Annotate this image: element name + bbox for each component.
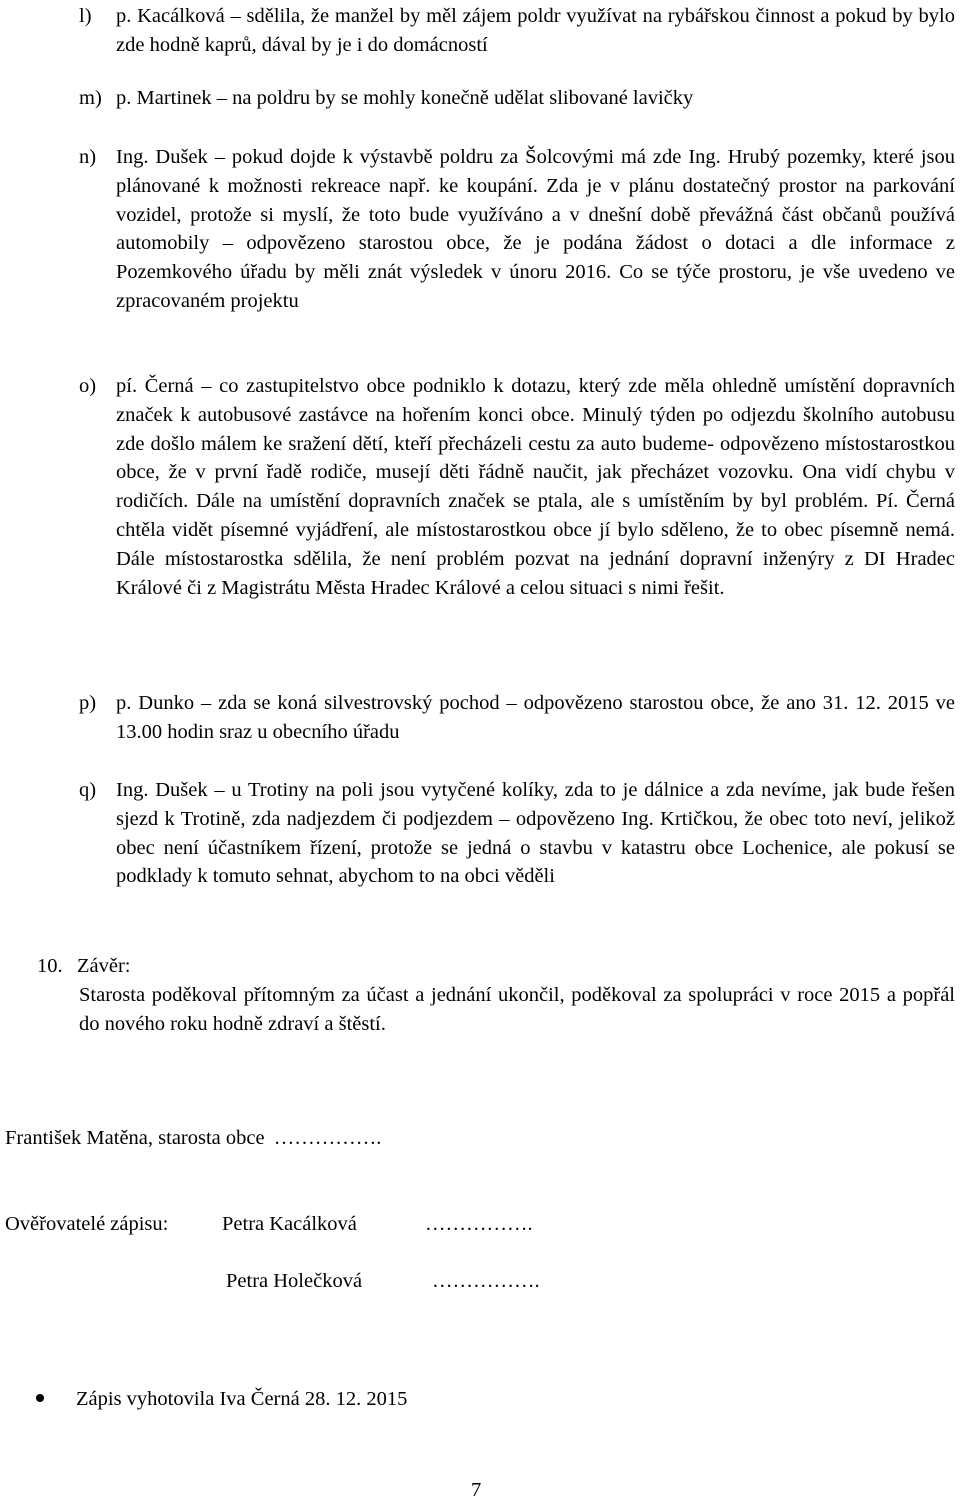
item-o bbox=[79, 372, 955, 602]
item-text: Ing. Dušek – u Trotiny na poli jsou vytyčené kolíky, zda to je dálnice a zda nevíme, jak bude řešen sjezd k Trotině, zda nadjezdem či podjezdem – odpovězeno Ing. Krtičkou, že obec toto neví, jelikož obec není účastníkem řízení, protože se jedná o stavbu v katastru obce Lochenice, ale pokusí se podklady k tomuto sehnat, abychom to na obci věděli bbox=[116, 779, 955, 888]
item-letter: p) bbox=[79, 692, 97, 714]
section-number: 10. bbox=[37, 955, 63, 977]
mayor-signature-line: ……………. bbox=[273, 1127, 382, 1149]
verifiers-label: Ověřovatelé zápisu: bbox=[5, 1213, 169, 1235]
item-p bbox=[79, 689, 955, 747]
item-text: Ing. Dušek – pokud dojde k výstavbě poldru za Šolcovými má zde Ing. Hrubý pozemky, které jsou plánované k možnosti rekreace např. ke koupání. Zda je v plánu dostatečný prostor na parkování vozidel, protože si myslí, že toto bude využíváno a v dnešní době převážná část občanů používá automobily – odpovězeno starostou obce, že je podána žádost o dotaci a dle informace z Pozemkového úřadu by měli znát výsledek v únoru 2016. Co se týče prostoru, je vše uvedeno ve zpracovaném projektu bbox=[116, 146, 955, 312]
item-letter: o) bbox=[79, 375, 97, 397]
section-title: Závěr: bbox=[77, 955, 131, 977]
item-text: p. Dunko – zda se koná silvestrovský pochod – odpovězeno starostou obce, že ano 31. 12. 2015 ve 13.00 hodin sraz u obecního úřadu bbox=[116, 692, 955, 743]
mayor-signature bbox=[5, 1124, 381, 1153]
verifier-name: Petra Holečková bbox=[226, 1270, 363, 1292]
verifier-signature-line: ……………. bbox=[432, 1270, 540, 1292]
item-text: p. Martinek – na poldru by se mohly konečně udělat slibované lavičky bbox=[116, 87, 694, 109]
item-q bbox=[79, 776, 955, 891]
bullet-icon bbox=[36, 1394, 44, 1402]
verifier-signature-line: ……………. bbox=[425, 1213, 533, 1235]
item-n bbox=[79, 143, 955, 316]
mayor-label: František Matěna, starosta obce bbox=[5, 1127, 265, 1149]
verifier-name: Petra Kacálková bbox=[222, 1213, 357, 1235]
item-letter: l) bbox=[79, 5, 92, 27]
item-m bbox=[79, 84, 955, 113]
item-letter: m) bbox=[79, 87, 102, 109]
page-number: 7 bbox=[471, 1479, 482, 1501]
item-text: pí. Černá – co zastupitelstvo obce podniklo k dotazu, který zde měla ohledně umístění dopravních značek k autobusové zastávce na hořením konci obce. Minulý týden po odjezdu školního autobusu zde došlo málem ke sražení dětí, kteří přecházeli cestu za auto budeme- odpovězeno místostarostkou obce, že v první řadě rodiče, musejí děti řádně naučit, jak přecházet vozovku. Ona vidí chybu v rodičích. Dále na umístění dopravních značek se ptala, ale s umístěním by byl problém. Pí. Černá chtěla vidět písemné vyjádření, ale místostarostkou obce jí bylo sděleno, že to obec písemně nemá. Dále místostarostka sdělila, že není problém pozvat na jednání dopravní inženýry z DI Hradec Králové či z Magistrátu Města Hradec Králové a celou situaci s nimi řešit. bbox=[116, 375, 955, 599]
item-text: p. Kacálková – sdělila, že manžel by měl zájem poldr využívat na rybářskou činnost a pokud by bylo zde hodně kaprů, dával by je i do domácností bbox=[116, 5, 955, 56]
conclusion-text: Starosta poděkoval přítomným za účast a jednání ukončil, poděkoval za spolupráci v roce 2015 a popřál do nového roku hodně zdraví a štěstí. bbox=[79, 984, 955, 1035]
written-by-row bbox=[36, 1385, 407, 1414]
item-letter: q) bbox=[79, 779, 97, 801]
item-letter: n) bbox=[79, 146, 97, 168]
section-heading bbox=[37, 952, 131, 981]
written-by-text: Zápis vyhotovila Iva Černá 28. 12. 2015 bbox=[76, 1388, 408, 1410]
item-l bbox=[79, 2, 955, 60]
